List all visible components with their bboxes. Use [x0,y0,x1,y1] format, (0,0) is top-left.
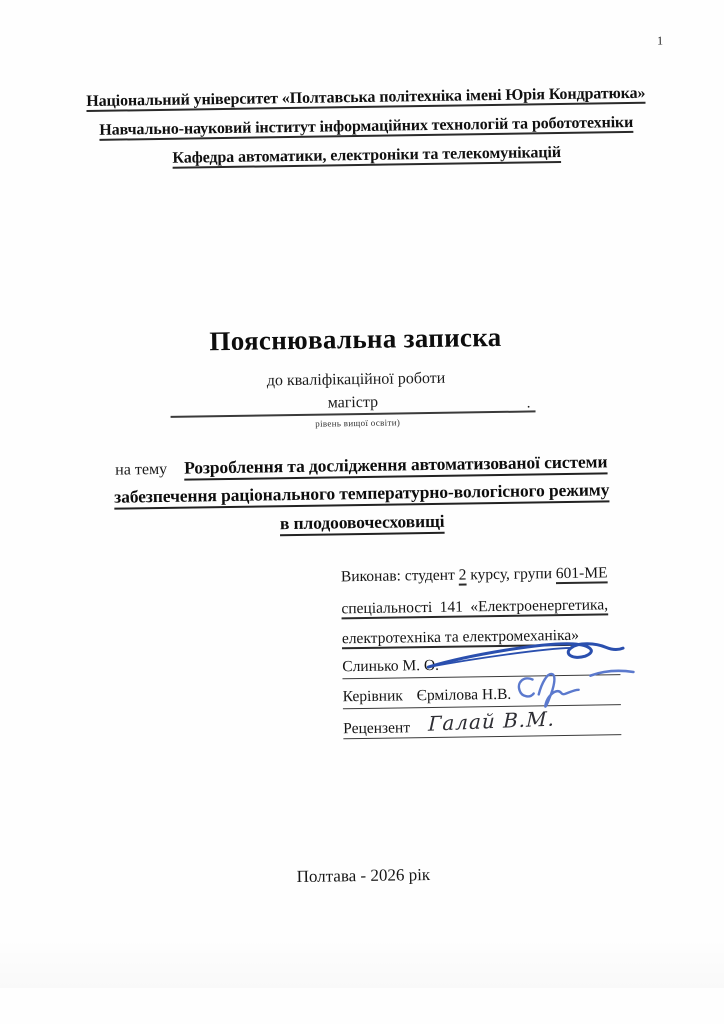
topic-line-2: забезпечення раціонального температурно-вологісного режиму [114,479,610,507]
student-signature-row [342,652,620,679]
reviewer-label: Рецензент [343,719,411,738]
executor-line-1 [341,564,608,586]
topic-label: на тему [115,460,168,479]
reviewer-handwritten-name: Галай В.М. [427,706,556,736]
course-suffix: курсу, групи [466,565,556,584]
supervisor-name: Єрмілова Н.В. [416,685,512,705]
topic-line-1: Розроблення та дослідження автоматизованої системи [183,451,608,478]
document-subtitle: до кваліфікаційної роботи [266,369,446,390]
page-number: 1 [656,33,664,48]
university-name: Національний університет «Полтавська політехніка імені Юрія Кондратюка» [86,84,646,111]
degree-caption: рівень вищої освіти) [315,417,401,429]
topic-block [0,450,724,540]
speciality-text-2: електротехніка та електромеханіка» [341,626,580,648]
performed-prefix: Виконав: студент [340,566,459,586]
supervisor-label: Керівник [342,687,403,706]
speciality-line-1 [341,596,608,618]
course-number: 2 [458,566,467,584]
document-title: Пояснювальна записка [209,321,502,357]
speciality-text-1: спеціальності 141 «Електроенергетика, [341,596,609,618]
document-header [40,83,693,180]
scan-bottom-shadow [0,938,724,988]
supervisor-signature-row [343,682,621,709]
department-name: Кафедра автоматики, електроніки та телекомунікацій [172,144,562,167]
topic-row-1 [0,450,723,482]
degree-line [170,390,535,417]
city-year-line: Полтава - 2026 рік [296,865,431,887]
institute-name: Навчально-науковий інститут інформаційних технологій та робототехніки [99,113,634,139]
topic-line-3: в плодоовочесховищі [279,510,445,534]
reviewer-signature-row [343,706,621,739]
topic-row-3 [0,507,724,540]
student-name: Слинько М. О. [342,656,440,676]
degree-value: магістр [327,393,379,412]
topic-row-2 [0,478,724,511]
executor-block [341,560,622,764]
speciality-line-2 [342,627,579,649]
degree-period: . [526,395,531,412]
group-code: 601-МЕ [555,564,608,583]
